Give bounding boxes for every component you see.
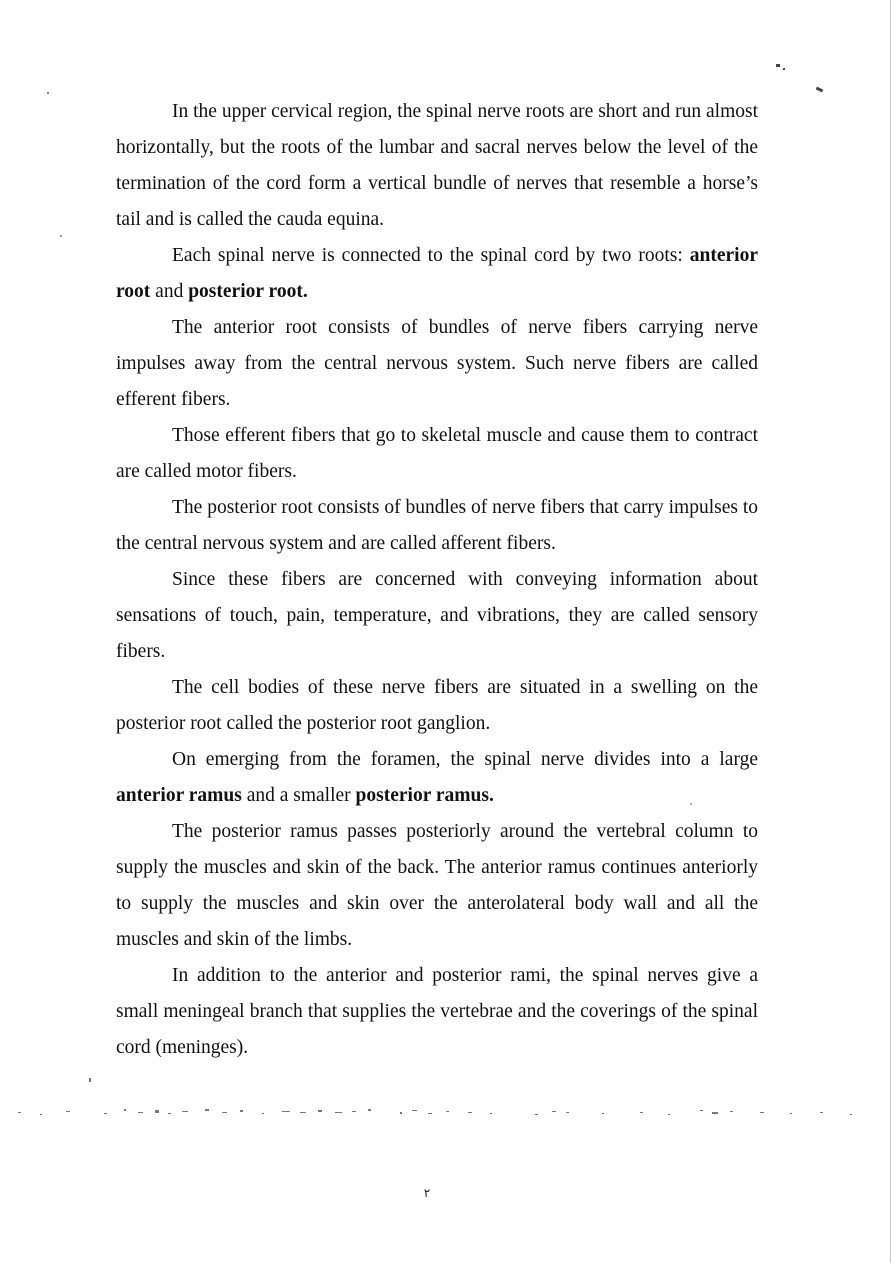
paragraph-text: On emerging from the foramen, the spinal nerve divides into a large [172, 749, 758, 770]
paragraph-text: and a smaller [241, 785, 356, 806]
scan-speck [47, 92, 49, 94]
paragraph-text: and [150, 281, 189, 302]
scan-speck [783, 68, 785, 70]
scan-speck [776, 64, 780, 67]
bold-term: posterior ramus [355, 785, 489, 806]
paragraph: The cell bodies of these nerve fibers are situated in a swelling on the posterior root called the posterior root ganglion. [116, 677, 758, 734]
scan-noise-band [0, 1100, 880, 1130]
bold-term: anterior root [116, 245, 758, 302]
paragraph: The anterior root consists of bundles of nerve fibers carrying nerve impulses away from the central nervous system. Such nerve fibers are called efferent fibers. [116, 317, 758, 410]
page-number: ٢ [423, 1186, 431, 1200]
paragraph: Since these fibers are concerned with conveying information about sensations of touch, pain, temperature, and vibrations, they are called sensory fibers. [116, 569, 758, 662]
bold-term: anterior ramus [116, 785, 242, 806]
paragraph [116, 742, 758, 814]
body-text [116, 94, 758, 1066]
paragraph: In the upper cervical region, the spinal nerve roots are short and run almost horizontally, but the roots of the lumbar and sacral nerves below the level of the termination of the cord form a vertical bundle of nerves that resemble a horse’s tail and is called the cauda equina. [116, 101, 758, 230]
paragraph-text: . [488, 785, 494, 806]
paragraph [116, 238, 758, 310]
bold-term: posterior root [188, 281, 303, 302]
paragraph-text: . [302, 281, 308, 302]
paragraph: The posterior root consists of bundles of nerve fibers that carry impulses to the central nervous system and are called afferent fibers. [116, 497, 758, 554]
paragraph-text: Each spinal nerve is connected to the spinal cord by two roots: [172, 245, 690, 266]
paragraph: In addition to the anterior and posterior rami, the spinal nerves give a small meningeal branch that supplies the vertebrae and the coverings of the spinal cord (meninges). [116, 965, 758, 1058]
scan-speck [816, 87, 824, 93]
paragraph: The posterior ramus passes posteriorly around the vertebral column to supply the muscles and skin of the back. The anterior ramus continues anteriorly to supply the muscles and skin over the anterolateral body wall and all the muscles and skin of the limbs. [116, 821, 758, 950]
page-edge-line [890, 0, 891, 1263]
scan-speck [89, 1078, 91, 1082]
scan-speck [60, 235, 62, 237]
paragraph: Those efferent fibers that go to skeletal muscle and cause them to contract are called motor fibers. [116, 425, 758, 482]
